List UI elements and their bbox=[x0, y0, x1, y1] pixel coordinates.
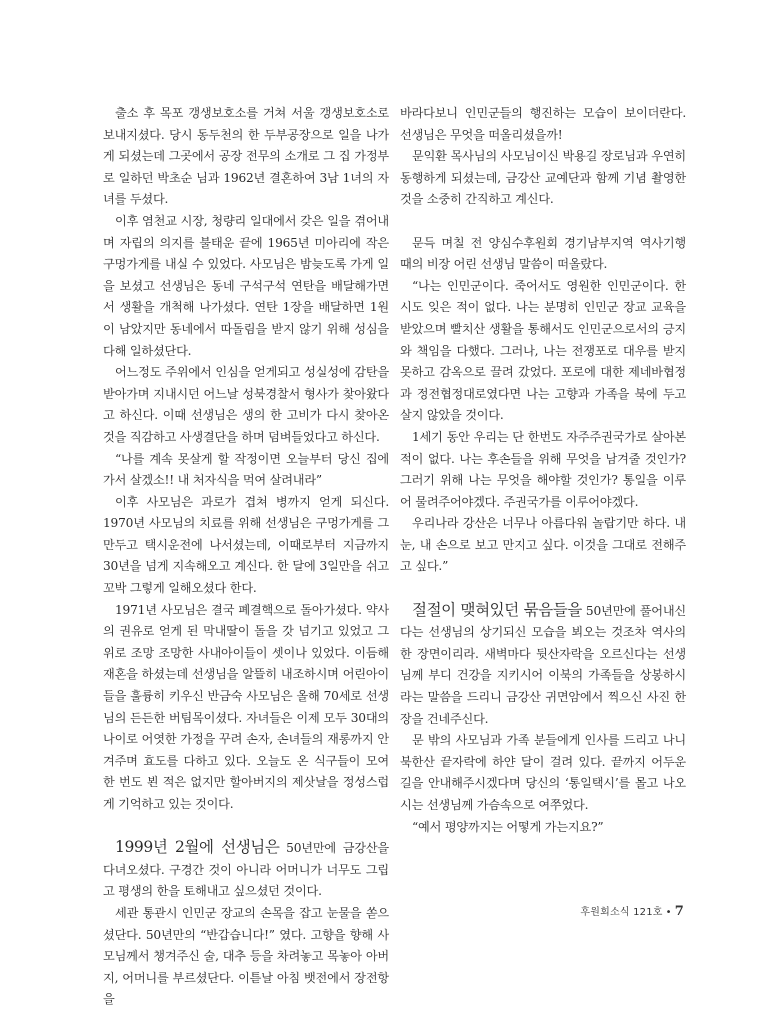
continued-paragraph: 바라다보니 인민군들의 행진하는 모습이 보이더란다. 선생님은 무엇을 떠올리셨을까! bbox=[400, 106, 686, 142]
section-gap bbox=[400, 578, 686, 600]
paragraph: 우리나라 강산은 너무나 아름다워 놀랍기만 하다. 내 눈, 내 손으로 보고 만지고 싶다. 이것을 그대로 전해주고 싶다.” bbox=[400, 516, 686, 574]
footer-bullet: • bbox=[665, 907, 672, 918]
lead-paragraph-body: 50년만에 금강산을 다녀오셨다. 구경간 것이 아니라 어머니가 너무도 그립고 평생의 한을 토해내고 싶으셨던 것이다. bbox=[103, 841, 389, 899]
paragraph: 세관 통관시 인민군 장교의 손목을 잡고 눈물을 쏟으셨단다. 50년만의 “반갑습니다!” 였다. 고향을 향해 사모님께서 챙겨주신 술, 대추 등을 차려놓고 목놓아 아버지, 어머니를 부르셨단다. 이튿날 아침 뱃전에서 장전항을 bbox=[103, 905, 389, 1007]
lead-in-text: 1999년 2월에 선생님은 bbox=[115, 838, 280, 857]
paragraph: 어느정도 주위에서 인심을 얻게되고 성실성에 감탄을 받아가며 지내시던 어느날 성북경찰서 형사가 찾아왔다고 하신다. 이때 선생님은 생의 한 고비가 다시 찾아온 것을 직감하고 사생결단을 하며 덤벼들었다고 하신다. bbox=[103, 365, 389, 444]
publication-name: 후원회소식 121호 bbox=[580, 907, 663, 918]
paragraph: 1세기 동안 우리는 단 한번도 자주주권국가로 살아본 적이 없다. 나는 후손들을 위해 무엇을 남겨줄 것인가? 그러기 위해 나는 무엇을 해야할 것인가? 통일을 이루어 물려주어야겠다. 주권국가를 이루어야겠다. bbox=[400, 429, 686, 509]
page-number: 7 bbox=[674, 904, 684, 919]
article-column-left bbox=[103, 103, 389, 1011]
quote-paragraph: “예서 평양까지는 어떻게 가는지요?” bbox=[412, 819, 604, 834]
quote-paragraph: “나를 계속 못살게 할 작정이면 오늘부터 당신 집에 가서 살겠소!! 내 처자식을 먹여 살려내라” bbox=[103, 451, 389, 488]
section-gap bbox=[103, 816, 389, 838]
paragraph: 문익환 목사님의 사모님이신 박용길 장로님과 우연히 동행하게 되셨는데, 금강산 교예단과 함께 기념 촬영한 것을 소중히 간직하고 계신다. bbox=[400, 149, 686, 207]
lead-paragraph bbox=[103, 837, 389, 903]
paragraph: 문득 며칠 전 양심수후원회 경기남부지역 역사기행 때의 비장 어린 선생님 말씀이 떠올랐다. bbox=[400, 235, 686, 272]
page-footer bbox=[580, 903, 684, 919]
lead-in-text: 절절이 맺혀있던 묶음들을 bbox=[412, 600, 582, 619]
quote-paragraph: “나는 인민군이다. 죽어서도 영원한 인민군이다. 한시도 잊은 적이 없다. 나는 분명히 인민군 장교 교육을 받았으며 빨치산 생활을 통해서도 인민군으로서의 긍지와 책임을 다했다. 그러나, 나는 전쟁포로 대우를 받지 못하고 감옥으로 끌려 갔었다. 포로에 대한 제네바협정과 정전협정대로였다면 나는 고향과 가족을 북에 두고 살지 않았을 것이다. bbox=[400, 278, 686, 423]
lead-paragraph-body: 50년만에 풀어내신다는 선생님의 상기되신 모습을 뵈오는 것조차 역사의 한 장면이리라. 새벽마다 뒷산자락을 오르신다는 선생님께 부디 건강을 지키시어 이북의 가족들을 상봉하시라는 말씀을 드리니 금강산 귀면암에서 찍으신 사진 한 장을 건네주신다. bbox=[400, 603, 687, 726]
paragraph: 문 밖의 사모님과 가족 분들에게 인사를 드리고 나니 북한산 끝자락에 하얀 달이 걸려 있다. 끝까지 어두운 길을 안내해주시겠다며 당신의 ‘통일택시’를 몰고 나오시는 선생님께 가슴속으로 여쭈었다. bbox=[400, 733, 686, 812]
paragraph: 1971년 사모님은 결국 폐결핵으로 돌아가셨다. 약사의 권유로 얻게 된 막내딸이 돌을 갓 넘기고 있었고 그 위로 조망 조망한 사내아이들이 셋이나 있었다. 이듬해 재혼을 하셨는데 선생님을 알뜰히 내조하시며 어린아이들을 훌륭히 키우신 반금숙 사모님은 올해 70세로 선생님의 든든한 버팀목이셨다. 자녀들은 이제 모두 30대의 나이로 어엿한 가정을 꾸려 손자, 손녀들의 재롱까지 안겨주며 효도를 다하고 있다. 오늘도 온 식구들이 모여 한 번도 뵌 적은 없지만 할아버지의 제삿날을 정성스럽게 기억하고 있는 것이다. bbox=[103, 602, 389, 811]
paragraph: 이후 사모님은 과로가 겹쳐 병까지 얻게 되신다. 1970년 사모님의 치료를 위해 선생님은 구멍가게를 그만두고 택시운전에 나서셨는데, 이때로부터 지금까지 30년을 넘게 지속해오고 계신다. 한 달에 3일만을 쉬고 꼬박 그렇게 일해오셨다 한다. bbox=[103, 494, 389, 596]
paragraph: 출소 후 목포 갱생보호소를 거쳐 서울 갱생보호소로 보내지셨다. 당시 동두천의 한 두부공장으로 일을 나가게 되셨는데 그곳에서 공장 전무의 소개로 그 집 가정부로 일하던 박초순 님과 1962년 결혼하여 3남 1녀의 자녀를 두셨다. bbox=[103, 106, 389, 207]
article-column-right bbox=[400, 103, 686, 838]
section-gap bbox=[400, 211, 686, 233]
lead-paragraph bbox=[400, 600, 686, 731]
paragraph: 이후 염천교 시장, 청량리 일대에서 갖은 일을 겪어내며 자립의 의지를 불태운 끝에 1965년 미아리에 작은 구멍가게를 내실 수 있었다. 사모님은 밤늦도록 가게 일을 보셨고 선생님은 동네 구석구석 연탄을 배달해가면서 생활을 개척해 나가셨다. 연탄 1장을 배달하면 1원이 남았지만 동네에서 따돌림을 받지 않기 위해 성심을 다해 일하셨단다. bbox=[103, 213, 389, 358]
